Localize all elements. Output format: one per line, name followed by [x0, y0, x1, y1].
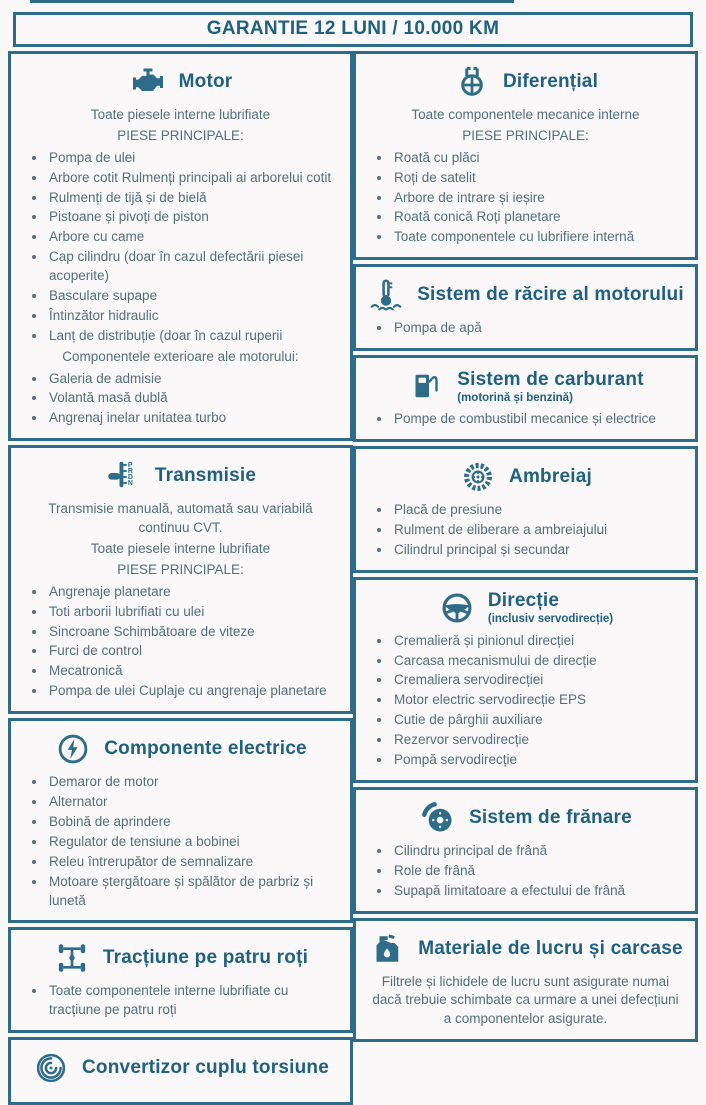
bullet-list	[365, 632, 686, 770]
section-header	[365, 799, 686, 837]
bullet-list	[365, 842, 686, 901]
bullet-list	[20, 583, 341, 701]
list-item: • Bobină de aprindere	[47, 813, 341, 832]
section-body	[20, 106, 341, 428]
list-item: • Motor electric servodirecție EPS	[392, 691, 686, 710]
engine-icon	[129, 63, 167, 101]
section-tractiune-patru-roti	[8, 927, 353, 1033]
section-title: Ambreiaj	[509, 466, 592, 488]
list-item: • Furci de control	[47, 642, 341, 661]
section-title: Materiale de lucru și carcase	[418, 937, 683, 959]
section-text-line: Transmisie manuală, automată sau variabilă continuu CVT.	[48, 501, 313, 536]
section-header	[365, 276, 686, 314]
list-item: • Supapă limitatoare a efectului de frână	[392, 882, 686, 901]
section-text-line: PIESE PRINCIPALE:	[117, 561, 244, 577]
list-item: • Cilindru principal de frână	[392, 842, 686, 861]
section-diferential	[353, 51, 698, 260]
bullet-list	[20, 370, 341, 429]
section-text-line: PIESE PRINCIPALE:	[117, 127, 244, 143]
section-header	[365, 589, 686, 627]
list-item: • Roată cu plăci	[392, 149, 686, 168]
section-body	[365, 319, 686, 338]
section-header	[365, 63, 686, 101]
section-body	[20, 500, 341, 701]
section-title: Motor	[178, 71, 233, 93]
bullet-list	[20, 773, 341, 910]
bullet-list	[365, 410, 686, 429]
section-title: Sistem de frănare	[469, 807, 632, 828]
oil-canister-icon	[368, 930, 406, 968]
differential-icon	[453, 63, 491, 101]
list-item: • Toti arborii lubrifiati cu ulei	[47, 603, 341, 622]
list-item: • Rezervor servodirecție	[392, 731, 686, 750]
list-item: • Motoare ștergătoare și spălător de parbriz și lunetă	[47, 873, 341, 911]
list-item: • Cremalieră și pinionul direcției	[392, 632, 686, 651]
list-item: • Cremaliera servodirecției	[392, 671, 686, 690]
list-item: • Mecatronică	[47, 662, 341, 681]
bullet-list	[20, 982, 341, 1020]
section-header	[20, 939, 341, 977]
list-item: • Demaror de motor	[47, 773, 341, 792]
bullet-list	[20, 149, 341, 346]
columns-container	[8, 51, 698, 1105]
section-text-line: Toate piesele interne lubrifiate	[90, 541, 271, 557]
list-item: • Arbore cu came	[47, 228, 341, 247]
bullet-list	[365, 319, 686, 338]
section-body	[20, 773, 341, 910]
svg-text:R: R	[127, 468, 133, 476]
section-title: Componente electrice	[104, 738, 307, 760]
list-item: • Întinzător hidraulic	[47, 307, 341, 326]
section-body	[365, 973, 686, 1030]
left-column	[8, 51, 353, 1105]
section-text-line: Componentele exterioare ale motorului:	[62, 348, 299, 364]
list-item: • Carcasa mecanismului de direcție	[392, 652, 686, 671]
section-body	[365, 106, 686, 247]
list-item: • Role de frână	[392, 862, 686, 881]
fuel-pump-icon	[407, 367, 445, 405]
section-racire-motor	[353, 264, 698, 351]
gearbox-icon	[105, 457, 143, 495]
list-item: • Galeria de admisie	[47, 370, 341, 389]
section-title: Sistem de răcire al motorului	[417, 284, 684, 306]
section-text-line: Filtrele și lichidele de lucru sunt asigurate numai dacă trebuie schimbate ca urmare a unei defecțiuni a componentelor asigurate.	[372, 973, 679, 1027]
list-item: • Placă de presiune	[392, 501, 686, 520]
list-item: • Regulator de tensiune a bobinei	[47, 833, 341, 852]
lightning-icon	[54, 730, 92, 768]
section-title: Tracțiune pe patru roți	[102, 947, 309, 969]
svg-text:D: D	[127, 474, 133, 482]
page-title: GARANTIE 12 LUNI / 10.000 KM	[206, 18, 500, 39]
thermometer-icon	[367, 276, 405, 314]
section-componente-electrice	[8, 718, 353, 923]
section-header	[365, 930, 686, 968]
section-header	[20, 1049, 341, 1087]
list-item: • Roți de satelit	[392, 169, 686, 188]
section-subtitle: (inclusiv servodirecție)	[487, 613, 614, 626]
section-ambreiaj	[353, 446, 698, 573]
list-item: • Toate componentele cu lubrifiere internă	[392, 228, 686, 247]
list-item: • Pompe de combustibil mecanice și electrice	[392, 410, 686, 429]
list-item: • Rulmenți de tijă și de bielă	[47, 189, 341, 208]
list-item: • Arbore de intrare și ieșire	[392, 189, 686, 208]
top-edge-artifact	[30, 0, 514, 3]
section-header	[20, 730, 341, 768]
steering-wheel-icon	[438, 589, 476, 627]
list-item: • Pistoane și pivoți de piston	[47, 208, 341, 227]
list-item: • Roată conică Roți planetare	[392, 208, 686, 227]
list-item: • Toate componentele interne lubrifiate cu tracțiune pe patru roți	[47, 982, 341, 1020]
section-title: Transmisie	[154, 465, 257, 487]
section-header	[365, 458, 686, 496]
section-text-line: PIESE PRINCIPALE:	[462, 127, 589, 143]
list-item: • Lanț de distribuție (doar în cazul ruperii	[47, 327, 341, 346]
section-title: Direcție	[487, 590, 560, 612]
section-body	[365, 501, 686, 560]
list-item: • Pompa de apă	[392, 319, 686, 338]
section-directie	[353, 577, 698, 783]
clutch-icon	[459, 458, 497, 496]
list-item: • Cilindrul principal și secundar	[392, 541, 686, 560]
list-item: • Sincroane Schimbătoare de viteze	[47, 623, 341, 642]
list-item: • Cutie de pârghii auxiliare	[392, 711, 686, 730]
section-body	[20, 1092, 341, 1094]
section-title: Diferențial	[502, 71, 599, 93]
bullet-list	[365, 501, 686, 560]
list-item: • Volantă masă dublă	[47, 389, 341, 408]
section-body	[20, 982, 341, 1020]
section-body	[365, 842, 686, 901]
svg-text:P: P	[127, 462, 133, 470]
section-materiale	[353, 918, 698, 1043]
list-item: • Releu întrerupător de semnalizare	[47, 853, 341, 872]
list-item: • Pompa de ulei Cuplaje cu angrenaje planetare	[47, 682, 341, 701]
section-motor	[8, 51, 353, 441]
section-body	[365, 632, 686, 770]
brake-disc-icon	[419, 799, 457, 837]
right-column	[353, 51, 698, 1042]
section-convertizor	[8, 1037, 353, 1105]
list-item: • Basculare supape	[47, 287, 341, 306]
section-text-line: Toate piesele interne lubrifiate	[90, 107, 271, 122]
section-header	[20, 457, 341, 495]
section-title: Sistem de carburant	[457, 368, 644, 390]
section-body	[365, 410, 686, 429]
torque-converter-icon	[32, 1049, 70, 1087]
section-franare	[353, 787, 698, 914]
section-transmisie	[8, 445, 353, 714]
list-item: • Pompă servodirecție	[392, 751, 686, 770]
section-carburant	[353, 355, 698, 442]
list-item: • Rulment de eliberare a ambreiajului	[392, 521, 686, 540]
section-header	[20, 63, 341, 101]
svg-text:N: N	[127, 480, 133, 488]
list-item: • Cap cilindru (doar în cazul defectării piesei acoperite)	[47, 248, 341, 286]
section-subtitle: (motorină și benzină)	[457, 391, 573, 404]
warranty-header	[13, 12, 693, 47]
list-item: • Pompa de ulei	[47, 149, 341, 168]
bullet-list	[365, 149, 686, 247]
list-item: • Arbore cotit Rulmenți principali ai arborelui cotit	[47, 169, 341, 188]
list-item: • Angrenaj inelar unitatea turbo	[47, 409, 341, 428]
section-title: Convertizor cuplu torsiune	[82, 1057, 329, 1079]
list-item: • Alternator	[47, 793, 341, 812]
section-text-line: Toate componentele mecanice interne	[411, 107, 640, 122]
section-header	[365, 367, 686, 405]
awd-icon	[53, 939, 91, 977]
list-item: • Angrenaje planetare	[47, 583, 341, 602]
